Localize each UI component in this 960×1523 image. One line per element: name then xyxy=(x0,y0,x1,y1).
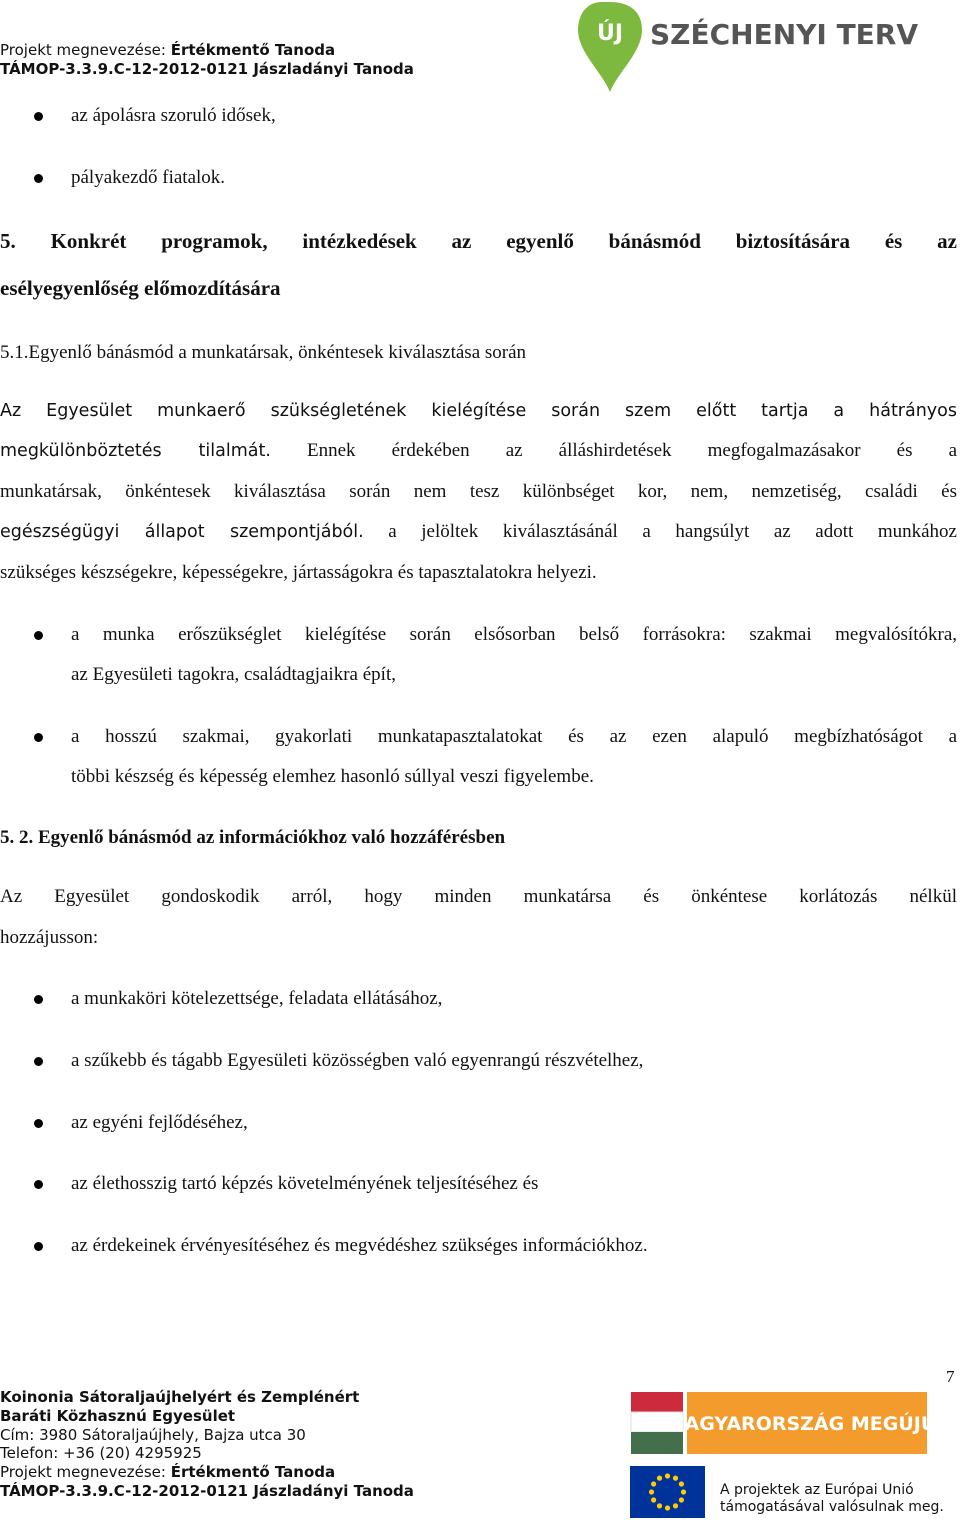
subsection-title: 5.1.Egyenlő bánásmód a munkatársak, önkéntesek kiválasztása során xyxy=(0,342,527,363)
list-item: az érdekeinek érvényesítéséhez és megvédéshez szükséges információkhoz. xyxy=(71,1235,648,1256)
list-item: a munkaköri kötelezettsége, feladata ellátásához, xyxy=(71,988,443,1009)
header-project-code: TÁMOP-3.3.9.C-12-2012-0121 Jászladányi Tanoda xyxy=(0,60,414,78)
eu-flag-icon xyxy=(630,1466,705,1518)
eu-support-line2: támogatásával valósulnak meg. xyxy=(720,1499,944,1515)
footer-address: Cím: 3980 Sátoraljaújhely, Bajza utca 30 xyxy=(0,1426,306,1444)
paragraph-line: munkatársak, önkéntesek kiválasztása során nem tesz különbséget kor, nem, nemzetiség, családi és xyxy=(0,481,957,502)
list-item: a szűkebb és tágabb Egyesületi közösségben való egyenrangú részvételhez, xyxy=(71,1050,644,1071)
footer-project-line xyxy=(0,1463,335,1481)
page-number: 7 xyxy=(946,1367,955,1386)
bullet-icon xyxy=(34,631,43,640)
header-project-name: Értékmentő Tanoda xyxy=(170,41,336,59)
paragraph-span: egészségügyi állapot szempontjából. xyxy=(0,522,364,542)
szechenyi-terv-logo xyxy=(578,0,919,92)
map-pin-logo-icon xyxy=(578,0,919,92)
paragraph-line: Az Egyesület gondoskodik arról, hogy minden munkatársa és önkéntese korlátozás nélkül xyxy=(0,886,957,907)
list-item: az egyéni fejlődéséhez, xyxy=(71,1112,248,1133)
bullet-icon xyxy=(34,174,43,183)
paragraph-span: megkülönböztetés tilalmát. xyxy=(0,441,271,461)
list-item-cont: többi készség és képesség elemhez hasonló súllyal veszi figyelembe. xyxy=(71,766,594,787)
hungarian-flag-icon xyxy=(631,1392,949,1454)
paragraph-line: Az Egyesület munkaerő szükségletének kielégítése során szem előtt tartja a hátrányos xyxy=(0,401,957,421)
section-title-cont: esélyegyenlőség előmozdítására xyxy=(0,276,281,300)
svg-text:ÚJ: ÚJ xyxy=(596,21,624,46)
bullet-icon xyxy=(34,112,43,121)
bullet-icon xyxy=(34,1180,43,1189)
paragraph-line: szükséges készségekre, képességekre, jártasságokra és tapasztalatokra helyezi. xyxy=(0,562,597,583)
header-project-line xyxy=(0,41,335,60)
bullet-icon xyxy=(34,1119,43,1128)
list-item: az ápolásra szoruló idősek, xyxy=(71,105,276,126)
header-project-label: Projekt megnevezése: xyxy=(0,41,171,59)
svg-text:MAGYARORSZÁG MEGÚJUL: MAGYARORSZÁG MEGÚJUL xyxy=(665,1413,949,1435)
paragraph-line xyxy=(0,522,957,542)
paragraph-span: a jelöltek kiválasztásánál a hangsúlyt az adott munkához xyxy=(363,521,957,542)
paragraph-span: Ennek érdekében az álláshirdetések megfogalmazásakor és a xyxy=(270,440,958,461)
bullet-icon xyxy=(34,995,43,1004)
svg-text:SZÉCHENYI TERV: SZÉCHENYI TERV xyxy=(650,18,919,51)
list-item-cont: az Egyesületi tagokra, családtagjaikra épít, xyxy=(71,664,396,685)
paragraph-line: hozzájusson: xyxy=(0,927,99,948)
bullet-icon xyxy=(34,1057,43,1066)
footer-project-name: Értékmentő Tanoda xyxy=(170,1463,336,1481)
footer-phone: Telefon: +36 (20) 4295925 xyxy=(0,1444,202,1462)
subsection-title: 5. 2. Egyenlő bánásmód az információkhoz való hozzáférésben xyxy=(0,827,506,848)
footer-project-label: Projekt megnevezése: xyxy=(0,1463,171,1481)
list-item: pályakezdő fiatalok. xyxy=(71,167,226,188)
list-item: a hosszú szakmai, gyakorlati munkatapasztalatokat és az ezen alapuló megbízhatóságot a xyxy=(71,726,957,747)
section-title: 5. Konkrét programok, intézkedések az egyenlő bánásmód biztosítására és az xyxy=(0,229,957,253)
eu-support-line1: A projektek az Európai Unió xyxy=(720,1482,914,1498)
list-item: a munka erőszükséglet kielégítése során elsősorban belső forrásokra: szakmai megvalósítókra, xyxy=(71,624,957,645)
paragraph-line xyxy=(0,441,957,461)
footer-project-code: TÁMOP-3.3.9.C-12-2012-0121 Jászladányi Tanoda xyxy=(0,1482,414,1500)
magyarorszag-megujul-banner xyxy=(631,1392,949,1454)
footer-org-line2: Baráti Közhasznú Egyesület xyxy=(0,1407,236,1425)
footer-org-line1: Koinonia Sátoraljaújhelyért és Zemplénért xyxy=(0,1388,360,1406)
bullet-icon xyxy=(34,1242,43,1251)
bullet-icon xyxy=(34,733,43,742)
list-item: az élethosszig tartó képzés követelményének teljesítéséhez és xyxy=(71,1173,539,1194)
